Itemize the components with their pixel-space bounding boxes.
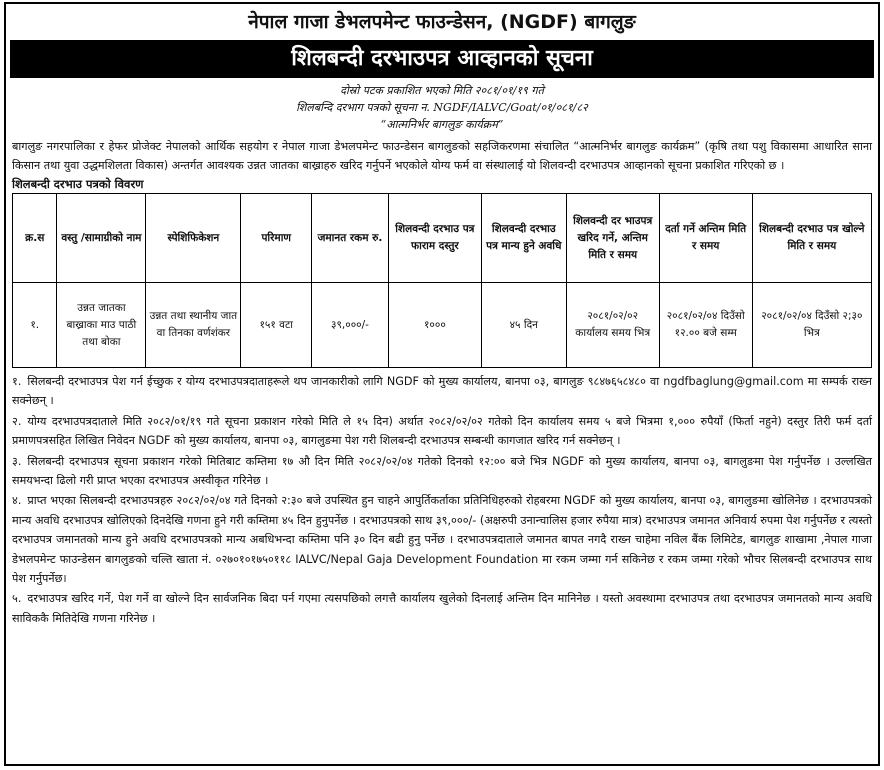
term-text: सिलबन्दी दरभाउपत्र सूचना प्रकाशन गरेको मितिबाट कम्तिमा १७ औ दिन मिति २०८२/०२/०४ गतेको दिनको १२:०० बजे भित्र NGDF को मुख्य कार्यालय, बानपा ०३, बागलुङमा पेश गर्नुपर्नेछ । उल्लखित समयभन्दा ढिलो गरी प्राप्त भएका दरभाउपत्र अस्वीकृत गरिनेछ । bbox=[12, 454, 872, 488]
publication-date: दोस्रो पटक प्रकाशित भएको मिति २०८१/०१/१९ गते bbox=[340, 84, 544, 97]
cell-quantity: १५१ वटा bbox=[241, 283, 312, 368]
header-item-name: वस्तु /सामाग्रीको नाम bbox=[57, 194, 146, 283]
list-item bbox=[12, 372, 872, 411]
term-number: ५. bbox=[12, 592, 22, 606]
cell-validity: ४५ दिन bbox=[481, 283, 566, 368]
term-text: प्राप्त भएका सिलबन्दी दरभाउपत्रहरु २०८२/०२/०४ गते दिनको २:३० बजे उपस्थित हुन चाहने आपुर्तिकर्ताका प्रतिनिधिहरुको रोहबरमा NGDF को मुख्य कार्यालय, बानपा ०३, बागलुङमा खोलिनेछ । दरभाउपत्रको मान्य अवधि दरभाउपत्र खोलिएको दिनदेखि गणना हुने गरी कम्तिमा ४५ दिन हुनुपर्नेछ । दरभाउपत्रको साथ ३९,०००/- (अक्षरुपी उनान्चालिस हजार रुपैया मात्र) दरभाउपत्र जमानत अनिवार्य रुपमा पेश गर्नुपर्नेछ र त्यस्तो दरभाउपत्र जमानतको मान्य हुने अवधि दरभाउपत्रको मान्य अबधिभन्दा कम्तिमा पनि ३० दिन बढी हुनु पर्नेछ । दरभाउपत्रदाताले जमानत बापत नगदै राख्न चाहेमा नविल बैंक लिमिटेड, बागलुङ शाखामा ,नेपाल गाजा डेभलपमेन्ट फाउन्डेसन बागलुङको चल्ति खाता नं. ०२७०१०१७५०११८ IALVC/Nepal Gaja Development Foundation मा रकम जम्मा गर्न सकिनेछ र रकम जम्मा गरेको भौचर सिलबन्दी दरभाउपत्र साथ पेश गर्नुपर्नेछ। bbox=[12, 494, 872, 586]
table-caption: शिलबन्दी दरभाउ पत्रको विवरण bbox=[12, 177, 144, 191]
list-item bbox=[12, 452, 872, 491]
intro-paragraph: बागलुङ नगरपालिका र हेफर प्रोजेक्ट नेपालको आर्थिक सहयोग र नेपाल गाजा डेभलपमेन्ट फाउन्डेसन बागलुङको सहजिकरणमा संचालित “आत्मनिर्भर बागलुङ कार्यक्रम” (कृषि तथा पशु विकासमा आधारित साना किसान तथा युवा उद्धमशिलता विकास) अन्तर्गत आवश्यक उन्नत जातका बाख्राहरु खरिद गर्नुपर्ने भएकोले योग्य फर्म वा संस्थालाई यो शिलवन्दी दरभाउपत्र आव्हानको सूचना प्रकाशित गरिएको छ । bbox=[12, 140, 872, 172]
term-number: ४. bbox=[12, 494, 22, 508]
cell-form-fee: १००० bbox=[388, 283, 481, 368]
term-text: योग्य दरभाउपत्रदाताले मिति २०८२/०१/१९ गते सूचना प्रकाशन गरेको मिति ले १५ दिन) अर्थात २०८२/०२/०२ गतेको दिन कार्यालय समय ५ बजे भित्रमा १,००० रुपैयाँ (फिर्ता नहुने) दस्तुर तिरी फर्म दर्ता प्रमाणपत्रसहित लिखित निवेदन NGDF को मुख्य कार्यालय, बानपा ०३, बागलुङमा पेश गरी शिलबन्दी दरभाउपत्र सम्बन्धी कागजात खरिद गर्न सक्नेछन् । bbox=[12, 414, 872, 448]
term-text: दरभाउपत्र खरिद गर्ने, पेश गर्ने वा खोल्ने दिन सार्वजनिक बिदा पर्न गएमा त्यसपछिको लगत्तै कार्यालय खुलेको दिनलाई अन्तिम दिन मानिनेछ । यस्तो अवस्थामा दरभाउपत्र तथा दरभाउपत्र जमानतको मान्य अवधि साविककै मितिदेखि गणना गरिनेछ । bbox=[12, 592, 872, 625]
cell-submission-deadline: २०८१/०२/०४ दिउँसो १२.०० बजे सम्म bbox=[659, 283, 752, 368]
notice-number: शिलबन्दि दरभाग पत्रको सूचना न. NGDF/IALVC/Goat/०१/०८१/८२ bbox=[296, 101, 588, 114]
term-number: १. bbox=[12, 375, 22, 388]
list-item bbox=[12, 412, 872, 451]
publication-info bbox=[12, 82, 872, 133]
header-form-fee: शिलवन्दी दरभाउ पत्र फाराम दस्तुर bbox=[388, 194, 481, 283]
table-header-row bbox=[13, 194, 872, 283]
notice-page bbox=[4, 2, 880, 766]
header-purchase-deadline: शिलवन्दी दर भाउपत्र खरिद गर्ने, अन्तिम मिति र समय bbox=[566, 194, 659, 283]
organization-title: नेपाल गाजा डेभलपमेन्ट फाउन्डेसन, (NGDF) बागलुङ bbox=[248, 11, 636, 33]
header-opening-date: शिलबन्दी दरभाउ पत्र खोल्ने मिति र समय bbox=[752, 194, 871, 283]
list-item bbox=[12, 589, 872, 628]
header-validity: शिलवन्दी दरभाउ पत्र मान्य हुने अवधि bbox=[481, 194, 566, 283]
header-specification: स्पेशिफिकेशन bbox=[146, 194, 241, 283]
term-number: २. bbox=[12, 414, 22, 428]
cell-item-name: उन्नत जातका बाख्राका माउ पाठी तथा बोका bbox=[57, 283, 146, 368]
list-item bbox=[12, 491, 872, 588]
header-serial: क्र.स bbox=[13, 194, 57, 283]
cell-specification: उन्नत तथा स्थानीय जात वा तिनका वर्णशंकर bbox=[146, 283, 241, 368]
cell-bid-security: ३९,०००/- bbox=[312, 283, 389, 368]
header-submission-deadline: दर्ता गर्ने अन्तिम मिति र समय bbox=[659, 194, 752, 283]
bid-details-table bbox=[12, 193, 872, 368]
table-row bbox=[13, 283, 872, 368]
header-quantity: परिमाण bbox=[241, 194, 312, 283]
cell-purchase-deadline: २०८१/०२/०२ कार्यालय समय भित्र bbox=[566, 283, 659, 368]
notice-banner-title: शिलबन्दी दरभाउपत्र आव्हानको सूचना bbox=[10, 40, 874, 78]
term-text: सिलबन्दी दरभाउपत्र पेश गर्न ईच्छुक र योग्य दरभाउपत्रदाताहरूले थप जानकारीको लागि NGDF को मुख्य कार्यालय, बानपा ०३, बागलुङ ९८४७६५८४८० वा ngdfbaglung@gmail.com मा सम्पर्क राख्न सक्नेछन् । bbox=[12, 375, 872, 408]
cell-serial: १. bbox=[13, 283, 57, 368]
header-bid-security: जमानत रकम रु. bbox=[312, 194, 389, 283]
program-name: “आत्मनिर्भर बागलुङ कार्यक्रम” bbox=[380, 118, 504, 131]
cell-opening-date: २०८१/०२/०४ दिउँसो २;३० भित्र bbox=[752, 283, 871, 368]
terms-list bbox=[12, 372, 872, 628]
term-number: ३. bbox=[12, 454, 22, 468]
